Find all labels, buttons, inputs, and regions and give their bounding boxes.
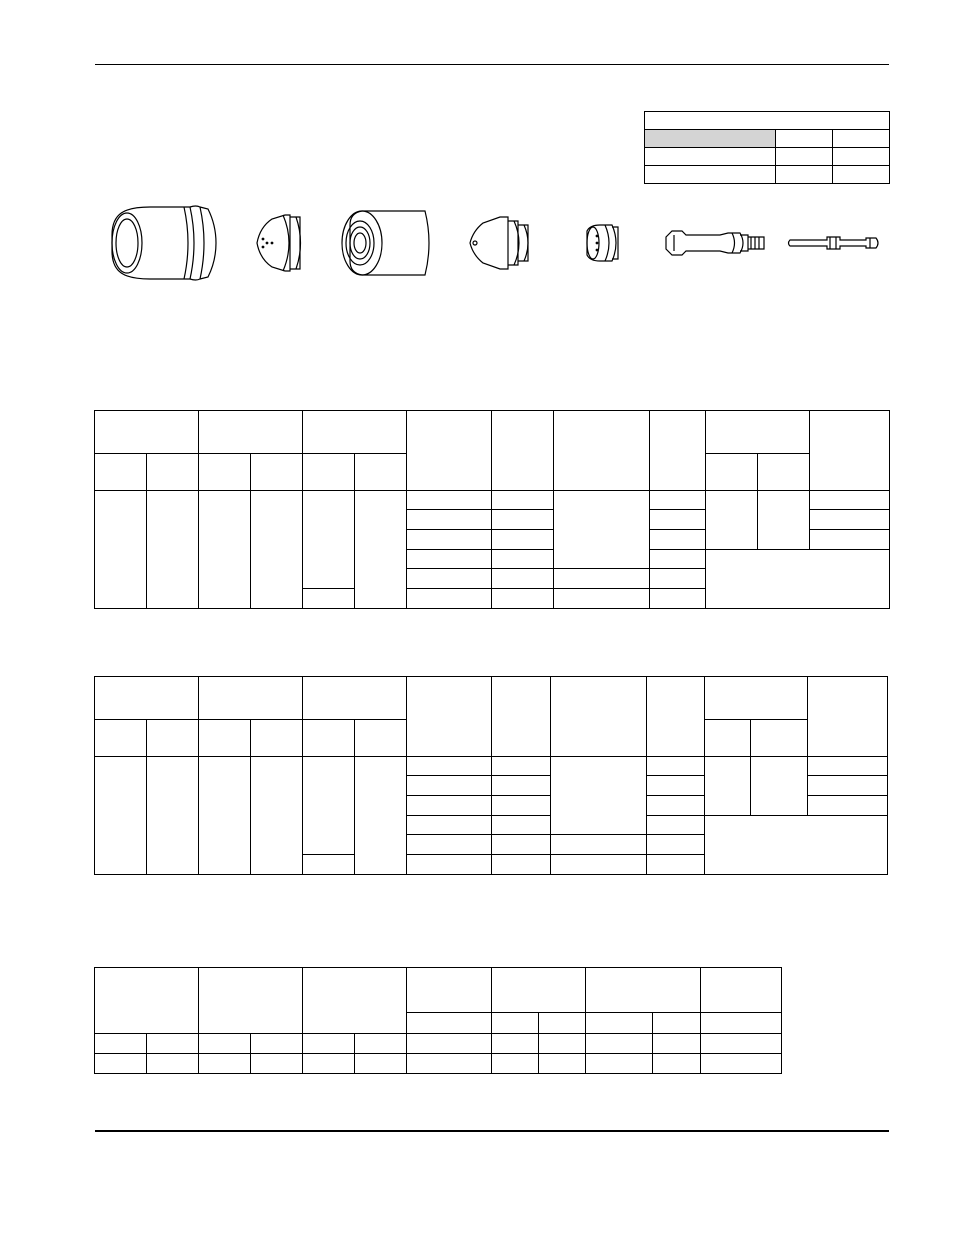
- header-cell: [303, 677, 407, 720]
- data-cell: [705, 757, 751, 816]
- data-cell: [407, 491, 492, 510]
- data-cell: [199, 1054, 251, 1074]
- data-cell: [147, 491, 199, 609]
- data-cell: [407, 530, 492, 550]
- header-rule: [95, 64, 889, 65]
- data-cell: [492, 530, 554, 550]
- data-cell: [701, 1034, 782, 1054]
- data-cell: [407, 776, 492, 796]
- subheader-cell: [147, 454, 199, 491]
- data-cell: [492, 1034, 539, 1054]
- data-cell: [251, 491, 303, 609]
- data-cell: [810, 510, 890, 530]
- data-cell: [407, 1034, 492, 1054]
- legend-cell: [776, 130, 833, 148]
- data-cell: [551, 855, 647, 875]
- header-cell: [554, 411, 650, 491]
- data-cell: [303, 1034, 355, 1054]
- data-cell: [95, 1034, 147, 1054]
- subheader-cell: [95, 720, 147, 757]
- data-cell: [303, 757, 355, 855]
- header-cell: [551, 677, 647, 757]
- data-cell: [653, 1034, 701, 1054]
- data-cell: [355, 1054, 407, 1074]
- subheader-cell: [95, 454, 147, 491]
- data-cell: [751, 757, 808, 816]
- data-cell: [95, 1054, 147, 1074]
- header-cell: [492, 677, 551, 757]
- data-cell: [407, 510, 492, 530]
- data-cell: [303, 491, 355, 589]
- subheader-cell: [355, 720, 407, 757]
- data-cell: [407, 796, 492, 816]
- header-cell: [706, 411, 810, 454]
- subheader-cell: [492, 1013, 539, 1034]
- subheader-cell: [653, 1013, 701, 1034]
- legend-cell: [645, 130, 776, 148]
- shield-icon: [112, 206, 216, 280]
- data-cell: [653, 1054, 701, 1074]
- subheader-cell: [251, 454, 303, 491]
- data-cell: [650, 530, 706, 550]
- data-cell: [492, 776, 551, 796]
- data-cell: [701, 1054, 782, 1074]
- data-cell: [551, 835, 647, 855]
- header-cell: [95, 968, 199, 1034]
- data-cell: [810, 491, 890, 510]
- header-cell: [95, 411, 199, 454]
- header-cell: [199, 411, 303, 454]
- subheader-cell: [355, 454, 407, 491]
- data-cell: [492, 835, 551, 855]
- electrode-icon: [666, 231, 764, 255]
- header-cell: [492, 411, 554, 491]
- subheader-cell: [539, 1013, 586, 1034]
- data-cell: [95, 491, 147, 609]
- data-cell: [492, 589, 554, 609]
- data-cell: [647, 835, 705, 855]
- data-cell: [407, 816, 492, 835]
- header-cell: [303, 411, 407, 454]
- data-cell: [705, 816, 888, 875]
- summary-table: [94, 967, 782, 1074]
- data-cell: [199, 1034, 251, 1054]
- data-cell: [147, 757, 199, 875]
- subheader-cell: [199, 454, 251, 491]
- nozzle-icon: [257, 215, 301, 271]
- header-cell: [95, 677, 199, 720]
- subheader-cell: [147, 720, 199, 757]
- data-cell: [492, 855, 551, 875]
- data-cell: [147, 1034, 199, 1054]
- nozzle-icon: [470, 217, 528, 269]
- data-cell: [554, 589, 650, 609]
- legend-table: [644, 111, 890, 184]
- subheader-cell: [705, 720, 751, 757]
- data-cell: [808, 796, 888, 816]
- subheader-cell: [758, 454, 810, 491]
- header-cell: [199, 677, 303, 720]
- legend-cell: [645, 166, 776, 184]
- data-cell: [492, 550, 554, 569]
- data-cell: [647, 816, 705, 835]
- data-cell: [492, 491, 554, 510]
- header-cell: [407, 677, 492, 757]
- legend-title: [645, 112, 890, 130]
- data-cell: [492, 816, 551, 835]
- header-cell: [808, 677, 888, 757]
- data-cell: [303, 589, 355, 609]
- data-cell: [554, 491, 650, 569]
- data-cell: [539, 1034, 586, 1054]
- cut-chart-table-2: [94, 676, 888, 875]
- cut-chart-table-1: [94, 410, 890, 609]
- subheader-cell: [701, 1013, 782, 1034]
- legend-cell: [645, 148, 776, 166]
- data-cell: [251, 1054, 303, 1074]
- data-cell: [647, 757, 705, 776]
- data-cell: [539, 1054, 586, 1074]
- subheader-cell: [751, 720, 808, 757]
- retaining-cap-icon: [342, 211, 429, 275]
- subheader-cell: [199, 720, 251, 757]
- header-cell: [492, 968, 586, 1013]
- water-tube-icon: [789, 237, 879, 249]
- data-cell: [586, 1054, 653, 1074]
- data-cell: [199, 491, 251, 609]
- data-cell: [407, 835, 492, 855]
- data-cell: [650, 491, 706, 510]
- header-cell: [303, 968, 407, 1034]
- data-cell: [554, 569, 650, 589]
- subheader-cell: [407, 1013, 492, 1034]
- header-cell: [810, 411, 890, 491]
- data-cell: [586, 1034, 653, 1054]
- data-cell: [492, 796, 551, 816]
- legend-cell: [776, 148, 833, 166]
- subheader-cell: [303, 454, 355, 491]
- data-cell: [95, 757, 147, 875]
- subheader-cell: [303, 720, 355, 757]
- data-cell: [251, 1034, 303, 1054]
- data-cell: [647, 855, 705, 875]
- data-cell: [199, 757, 251, 875]
- data-cell: [492, 1054, 539, 1074]
- legend-cell: [833, 148, 890, 166]
- data-cell: [647, 796, 705, 816]
- data-cell: [407, 757, 492, 776]
- data-cell: [808, 757, 888, 776]
- header-cell: [650, 411, 706, 491]
- swirl-ring-icon: [587, 225, 618, 261]
- data-cell: [355, 757, 407, 875]
- legend-cell: [833, 166, 890, 184]
- data-cell: [407, 589, 492, 609]
- data-cell: [650, 510, 706, 530]
- data-cell: [407, 1054, 492, 1074]
- data-cell: [650, 589, 706, 609]
- data-cell: [303, 855, 355, 875]
- data-cell: [758, 491, 810, 550]
- subheader-cell: [706, 454, 758, 491]
- data-cell: [808, 776, 888, 796]
- legend-cell: [833, 130, 890, 148]
- legend-cell: [776, 166, 833, 184]
- data-cell: [492, 569, 554, 589]
- data-cell: [407, 855, 492, 875]
- footer-rule: [95, 1130, 889, 1132]
- data-cell: [706, 550, 890, 609]
- data-cell: [492, 757, 551, 776]
- header-cell: [647, 677, 705, 757]
- data-cell: [407, 569, 492, 589]
- data-cell: [407, 550, 492, 569]
- header-cell: [705, 677, 808, 720]
- header-cell: [407, 411, 492, 491]
- data-cell: [147, 1054, 199, 1074]
- header-cell: [199, 968, 303, 1034]
- subheader-cell: [586, 1013, 653, 1034]
- consumable-parts-illustration: [100, 195, 890, 285]
- data-cell: [355, 1034, 407, 1054]
- data-cell: [492, 510, 554, 530]
- data-cell: [650, 569, 706, 589]
- data-cell: [706, 491, 758, 550]
- header-cell: [701, 968, 782, 1013]
- data-cell: [355, 491, 407, 609]
- header-cell: [407, 968, 492, 1013]
- data-cell: [251, 757, 303, 875]
- subheader-cell: [251, 720, 303, 757]
- data-cell: [647, 776, 705, 796]
- data-cell: [551, 757, 647, 835]
- header-cell: [586, 968, 701, 1013]
- data-cell: [303, 1054, 355, 1074]
- data-cell: [650, 550, 706, 569]
- data-cell: [810, 530, 890, 550]
